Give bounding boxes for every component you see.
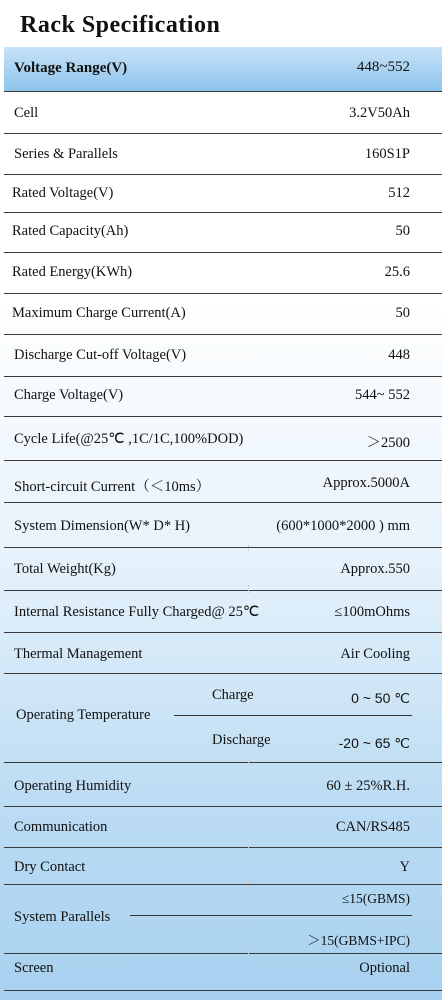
spec-value: 160S1P xyxy=(364,146,410,162)
charge-label: Charge xyxy=(212,687,254,703)
spec-label: System Dimension(W* D* H) xyxy=(14,518,190,534)
page-title: Rack Specification xyxy=(20,12,221,38)
spec-label: Rated Voltage(V) xyxy=(12,185,114,201)
spec-label: Series & Parallels xyxy=(14,146,118,162)
discharge-label: Discharge xyxy=(212,732,271,748)
temperature-subdivider xyxy=(174,715,412,716)
row-divider xyxy=(4,133,442,134)
row-divider xyxy=(4,174,442,175)
header-value: 448~552 xyxy=(356,59,410,75)
spec-value: 25.6 xyxy=(384,264,410,280)
row-divider xyxy=(4,806,442,807)
spec-label: Total Weight(Kg) xyxy=(14,561,116,577)
row-divider xyxy=(4,847,442,848)
spec-value: CAN/RS485 xyxy=(335,819,410,835)
row-divider xyxy=(4,91,442,92)
row-divider xyxy=(4,252,442,253)
spec-value: Optional xyxy=(359,960,410,976)
row-divider xyxy=(4,884,442,885)
column-guide xyxy=(248,908,250,930)
spec-label: Operating Humidity xyxy=(14,778,132,794)
row-divider xyxy=(4,376,442,377)
spec-label: Dry Contact xyxy=(14,859,86,875)
column-guide xyxy=(248,757,250,765)
spec-value: Approx.5000A xyxy=(322,475,410,491)
spec-label: Internal Resistance Fully Charged@ 25℃ xyxy=(14,604,260,620)
spec-label: Short-circuit Current（＜10ms） xyxy=(14,479,211,495)
spec-value: 544~ 552 xyxy=(355,387,410,403)
row-divider xyxy=(4,212,442,213)
parallels-subdivider xyxy=(130,915,412,916)
spec-label: Maximum Charge Current(A) xyxy=(12,305,186,321)
spec-value: Y xyxy=(399,859,410,875)
discharge-value: -20 ~ 65 ℃ xyxy=(338,735,410,751)
charge-value: 0 ~ 50 ℃ xyxy=(351,690,410,706)
row-divider xyxy=(4,547,442,548)
spec-value: 50 xyxy=(395,305,410,321)
row-divider xyxy=(4,590,442,591)
row-divider xyxy=(4,293,442,294)
row-divider xyxy=(4,334,442,335)
system-parallels-label: System Parallels xyxy=(14,909,111,925)
spec-value: ≤100mOhms xyxy=(334,604,410,620)
system-parallels-value: ＞15(GBMS+IPC) xyxy=(307,933,410,948)
column-guide xyxy=(248,948,250,956)
spec-value: Air Cooling xyxy=(340,646,410,662)
spec-label: Discharge Cut-off Voltage(V) xyxy=(14,347,187,363)
header-label: Voltage Range(V) xyxy=(14,60,128,76)
operating-temperature-label: Operating Temperature xyxy=(16,707,151,723)
spec-value: ＞2500 xyxy=(366,435,410,451)
spec-value: 448 xyxy=(388,347,410,363)
spec-value: 50 xyxy=(395,223,410,239)
column-guide xyxy=(248,545,250,551)
system-parallels-value: ≤15(GBMS) xyxy=(341,891,410,906)
column-guide xyxy=(248,585,250,593)
spec-label: Screen xyxy=(14,960,54,976)
row-divider xyxy=(4,762,442,763)
spec-value: 3.2V50Ah xyxy=(349,105,410,121)
spec-value: 512 xyxy=(388,185,410,201)
spec-label: Thermal Management xyxy=(14,646,143,662)
row-divider xyxy=(4,502,442,503)
row-divider xyxy=(4,416,442,417)
header-row xyxy=(4,47,442,91)
spec-label: Charge Voltage(V) xyxy=(14,387,124,403)
row-divider xyxy=(4,632,442,633)
spec-label: Rated Energy(KWh) xyxy=(12,264,133,280)
row-divider xyxy=(4,990,442,991)
spec-label: Cell xyxy=(14,105,39,121)
column-guide xyxy=(248,880,250,888)
spec-label: Cycle Life(@25℃ ,1C/1C,100%DOD) xyxy=(14,431,244,447)
row-divider xyxy=(4,953,442,954)
spec-value: Approx.550 xyxy=(340,561,410,577)
row-divider xyxy=(4,673,442,674)
row-divider xyxy=(4,460,442,461)
spec-value: (600*1000*2000 ) mm xyxy=(276,518,410,534)
column-guide xyxy=(248,842,250,850)
spec-value: 60 ± 25%R.H. xyxy=(326,778,410,794)
spec-label: Communication xyxy=(14,819,108,835)
spec-label: Rated Capacity(Ah) xyxy=(12,223,129,239)
